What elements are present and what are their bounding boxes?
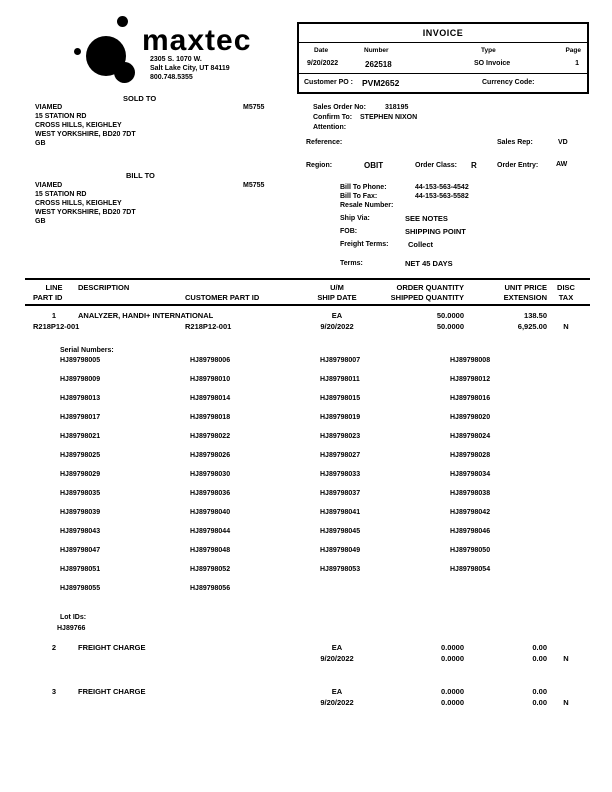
item-shipped-quantity: 50.0000 bbox=[436, 322, 464, 331]
serial-number: HJ89798023 bbox=[320, 433, 361, 440]
serial-number: HJ89798008 bbox=[450, 357, 491, 364]
invoice-type: SO Invoice bbox=[474, 60, 511, 67]
sold-to-address-line2: CROSS HILLS, KEIGHLEY bbox=[35, 122, 122, 129]
serial-number: HJ89798048 bbox=[190, 547, 231, 554]
company-phone: 800.748.5355 bbox=[150, 74, 193, 81]
serial-number: HJ89798055 bbox=[60, 585, 101, 592]
serial-numbers-label: Serial Numbers: bbox=[60, 347, 114, 354]
item-line-number: 1 bbox=[51, 311, 57, 320]
serial-number: HJ89798056 bbox=[190, 585, 231, 592]
item-part-id: R218P12-001 bbox=[33, 322, 80, 331]
serial-number: HJ89798035 bbox=[60, 490, 101, 497]
type-label: Type bbox=[481, 47, 496, 54]
customer-po-label: Customer PO : bbox=[304, 79, 354, 86]
serial-number: HJ89798041 bbox=[320, 509, 361, 516]
item-um: EA bbox=[331, 643, 343, 652]
bill-to-fax-label: Bill To Fax: bbox=[340, 193, 378, 200]
serial-number: HJ89798054 bbox=[450, 566, 491, 573]
table-header-bottom-rule bbox=[25, 304, 590, 306]
item-line-number: 2 bbox=[51, 643, 57, 652]
reference-label: Reference: bbox=[306, 139, 343, 146]
bill-to-customer-code: M5755 bbox=[243, 182, 265, 189]
company-address bbox=[150, 55, 230, 82]
item-description: FREIGHT CHARGE bbox=[78, 643, 146, 652]
sales-order-value: 318195 bbox=[385, 104, 409, 111]
sales-rep-label: Sales Rep: bbox=[497, 139, 533, 146]
serial-number: HJ89798024 bbox=[450, 433, 491, 440]
serial-number: HJ89798007 bbox=[320, 357, 361, 364]
serial-number: HJ89798052 bbox=[190, 566, 231, 573]
table-top-rule bbox=[25, 278, 590, 280]
item-tax-flag: N bbox=[563, 322, 569, 331]
order-class-value: R bbox=[471, 161, 477, 170]
serial-number: HJ89798046 bbox=[450, 528, 491, 535]
invoice-number: 262518 bbox=[365, 60, 392, 69]
bill-to-phone-label: Bill To Phone: bbox=[340, 184, 387, 191]
serial-number: HJ89798022 bbox=[190, 433, 231, 440]
logo-dot-left bbox=[74, 48, 81, 55]
sales-rep-value: VD bbox=[558, 139, 568, 146]
header-customer-part-id: CUSTOMER PART ID bbox=[185, 293, 260, 302]
customer-po-value: PVM2652 bbox=[362, 78, 400, 88]
sold-to-address-line3: WEST YORKSHIRE, BD20 7DT bbox=[35, 131, 136, 138]
header-extension: EXTENSION bbox=[503, 293, 547, 302]
terms-value: NET 45 DAYS bbox=[405, 259, 453, 268]
table-header-row-2 bbox=[25, 293, 590, 303]
serial-number: HJ89798051 bbox=[60, 566, 101, 573]
company-name: maxtec bbox=[142, 24, 252, 57]
invoice-date: 9/20/2022 bbox=[307, 60, 339, 67]
serial-number: HJ89798019 bbox=[320, 414, 361, 421]
item-ship-date: 9/20/2022 bbox=[320, 322, 354, 331]
serial-number: HJ89798016 bbox=[450, 395, 491, 402]
table-header-row-1 bbox=[25, 283, 590, 293]
serial-number: HJ89798044 bbox=[190, 528, 231, 535]
serial-number: HJ89798038 bbox=[450, 490, 491, 497]
header-shipped-quantity: SHIPPED QUANTITY bbox=[390, 293, 464, 302]
header-disc: DISC bbox=[557, 283, 575, 292]
serial-number: HJ89798039 bbox=[60, 509, 101, 516]
terms-label: Terms: bbox=[340, 260, 363, 267]
header-um: U/M bbox=[330, 283, 344, 292]
invoice-header-box bbox=[297, 22, 589, 94]
serial-number: HJ89798017 bbox=[60, 414, 101, 421]
serial-number: HJ89798020 bbox=[450, 414, 491, 421]
serial-number: HJ89798018 bbox=[190, 414, 231, 421]
serial-number: HJ89798015 bbox=[320, 395, 361, 402]
item-order-quantity: 0.0000 bbox=[441, 643, 464, 652]
header-tax: TAX bbox=[558, 293, 574, 302]
serial-grid bbox=[60, 357, 584, 604]
serial-number: HJ89798006 bbox=[190, 357, 231, 364]
serial-number: HJ89798027 bbox=[320, 452, 361, 459]
number-label: Number bbox=[364, 47, 389, 54]
header-unit-price: UNIT PRICE bbox=[504, 283, 547, 292]
serial-number: HJ89798005 bbox=[60, 357, 101, 364]
freight-terms-label: Freight Terms: bbox=[340, 241, 389, 248]
sold-to-address-line1: 15 STATION RD bbox=[35, 113, 87, 120]
table-row bbox=[25, 698, 590, 708]
table-row bbox=[25, 654, 590, 664]
item-ship-date: 9/20/2022 bbox=[320, 654, 354, 663]
table-row bbox=[25, 643, 590, 653]
item-line-number: 3 bbox=[51, 687, 57, 696]
serial-number: HJ89798043 bbox=[60, 528, 101, 535]
header-ship-date: SHIP DATE bbox=[317, 293, 357, 302]
serial-number: HJ89798009 bbox=[60, 376, 101, 383]
sold-to-name: VIAMED bbox=[35, 104, 63, 111]
attention-label: Attention: bbox=[313, 124, 347, 131]
page-label: Page bbox=[565, 47, 581, 54]
header-line: LINE bbox=[45, 283, 63, 292]
company-address-line2: Salt Lake City, UT 84119 bbox=[150, 65, 230, 72]
region-label: Region: bbox=[306, 162, 333, 169]
serial-number: HJ89798010 bbox=[190, 376, 231, 383]
bill-to-address-line3: WEST YORKSHIRE, BD20 7DT bbox=[35, 209, 136, 216]
bill-to-address-line2: CROSS HILLS, KEIGHLEY bbox=[35, 200, 122, 207]
bill-to-label: BILL TO bbox=[126, 171, 155, 180]
serial-number: HJ89798049 bbox=[320, 547, 361, 554]
item-ship-date: 9/20/2022 bbox=[320, 698, 354, 707]
header-order-quantity: ORDER QUANTITY bbox=[396, 283, 464, 292]
item-tax-flag: N bbox=[563, 654, 569, 663]
logo-dot-top bbox=[117, 16, 128, 27]
serial-number: HJ89798045 bbox=[320, 528, 361, 535]
serial-number: HJ89798047 bbox=[60, 547, 101, 554]
item-shipped-quantity: 0.0000 bbox=[441, 654, 464, 663]
currency-code-label: Currency Code: bbox=[482, 79, 535, 86]
region-value: OBIT bbox=[364, 161, 384, 170]
table-row bbox=[25, 687, 590, 697]
serial-number: HJ89798014 bbox=[190, 395, 231, 402]
ship-via-label: Ship Via: bbox=[340, 215, 370, 222]
serial-number: HJ89798026 bbox=[190, 452, 231, 459]
order-entry-label: Order Entry: bbox=[497, 162, 539, 169]
sold-to-country: GB bbox=[35, 140, 46, 147]
item-description: ANALYZER, HANDI+ INTERNATIONAL bbox=[78, 311, 214, 320]
item-order-quantity: 0.0000 bbox=[441, 687, 464, 696]
serial-number: HJ89798021 bbox=[60, 433, 101, 440]
confirm-to-value: STEPHEN NIXON bbox=[360, 114, 418, 121]
serial-number: HJ89798037 bbox=[320, 490, 361, 497]
company-address-line1: 2305 S. 1070 W. bbox=[150, 56, 202, 63]
lot-id-value: HJ89766 bbox=[57, 625, 86, 632]
fob-value: SHIPPING POINT bbox=[405, 227, 466, 236]
logo-dot-bottom bbox=[114, 62, 135, 83]
serial-number: HJ89798034 bbox=[450, 471, 491, 478]
item-unit-price: 0.00 bbox=[532, 643, 547, 652]
serial-number: HJ89798042 bbox=[450, 509, 491, 516]
serial-number: HJ89798036 bbox=[190, 490, 231, 497]
serial-number: HJ89798011 bbox=[320, 376, 360, 383]
serial-number: HJ89798012 bbox=[450, 376, 491, 383]
serial-number: HJ89798013 bbox=[60, 395, 101, 402]
serial-number: HJ89798040 bbox=[190, 509, 231, 516]
item-description: FREIGHT CHARGE bbox=[78, 687, 146, 696]
item-customer-part-id: R218P12-001 bbox=[185, 322, 232, 331]
sold-to-label: SOLD TO bbox=[123, 94, 157, 103]
serial-number: HJ89798028 bbox=[450, 452, 491, 459]
invoice-title: INVOICE bbox=[299, 24, 587, 43]
table-row bbox=[25, 311, 590, 321]
freight-terms-value: Collect bbox=[408, 240, 434, 249]
item-um: EA bbox=[331, 687, 343, 696]
serial-number: HJ89798030 bbox=[190, 471, 231, 478]
serial-number: HJ89798033 bbox=[320, 471, 361, 478]
item-shipped-quantity: 0.0000 bbox=[441, 698, 464, 707]
confirm-to-label: Confirm To: bbox=[313, 114, 353, 121]
order-class-label: Order Class: bbox=[415, 162, 458, 169]
bill-to-country: GB bbox=[35, 218, 46, 225]
table-row bbox=[25, 322, 590, 332]
lot-ids-label: Lot IDs: bbox=[60, 614, 87, 621]
fob-label: FOB: bbox=[340, 228, 358, 235]
sales-order-label: Sales Order No: bbox=[313, 104, 366, 111]
item-extension: 0.00 bbox=[532, 654, 547, 663]
item-unit-price: 0.00 bbox=[532, 687, 547, 696]
date-label: Date bbox=[314, 47, 329, 54]
ship-via-value: SEE NOTES bbox=[405, 214, 448, 223]
bill-to-phone-value: 44-153-563-4542 bbox=[415, 184, 469, 191]
bill-to-address-line1: 15 STATION RD bbox=[35, 191, 87, 198]
bill-to-fax-value: 44-153-563-5582 bbox=[415, 193, 469, 200]
serial-number: HJ89798029 bbox=[60, 471, 101, 478]
item-um: EA bbox=[331, 311, 343, 320]
item-extension: 6,925.00 bbox=[517, 322, 547, 331]
header-description: DESCRIPTION bbox=[78, 283, 130, 292]
item-extension: 0.00 bbox=[532, 698, 547, 707]
bill-to-name: VIAMED bbox=[35, 182, 63, 189]
serial-number: HJ89798025 bbox=[60, 452, 101, 459]
order-entry-value: AW bbox=[556, 161, 568, 168]
resale-number-label: Resale Number: bbox=[340, 202, 394, 209]
item-order-quantity: 50.0000 bbox=[436, 311, 464, 320]
item-unit-price: 138.50 bbox=[524, 311, 547, 320]
serial-number: HJ89798050 bbox=[450, 547, 491, 554]
sold-to-customer-code: M5755 bbox=[243, 104, 265, 111]
header-part-id: PART ID bbox=[33, 293, 63, 302]
invoice-page-number: 1 bbox=[575, 60, 579, 67]
serial-number: HJ89798053 bbox=[320, 566, 361, 573]
item-tax-flag: N bbox=[563, 698, 569, 707]
